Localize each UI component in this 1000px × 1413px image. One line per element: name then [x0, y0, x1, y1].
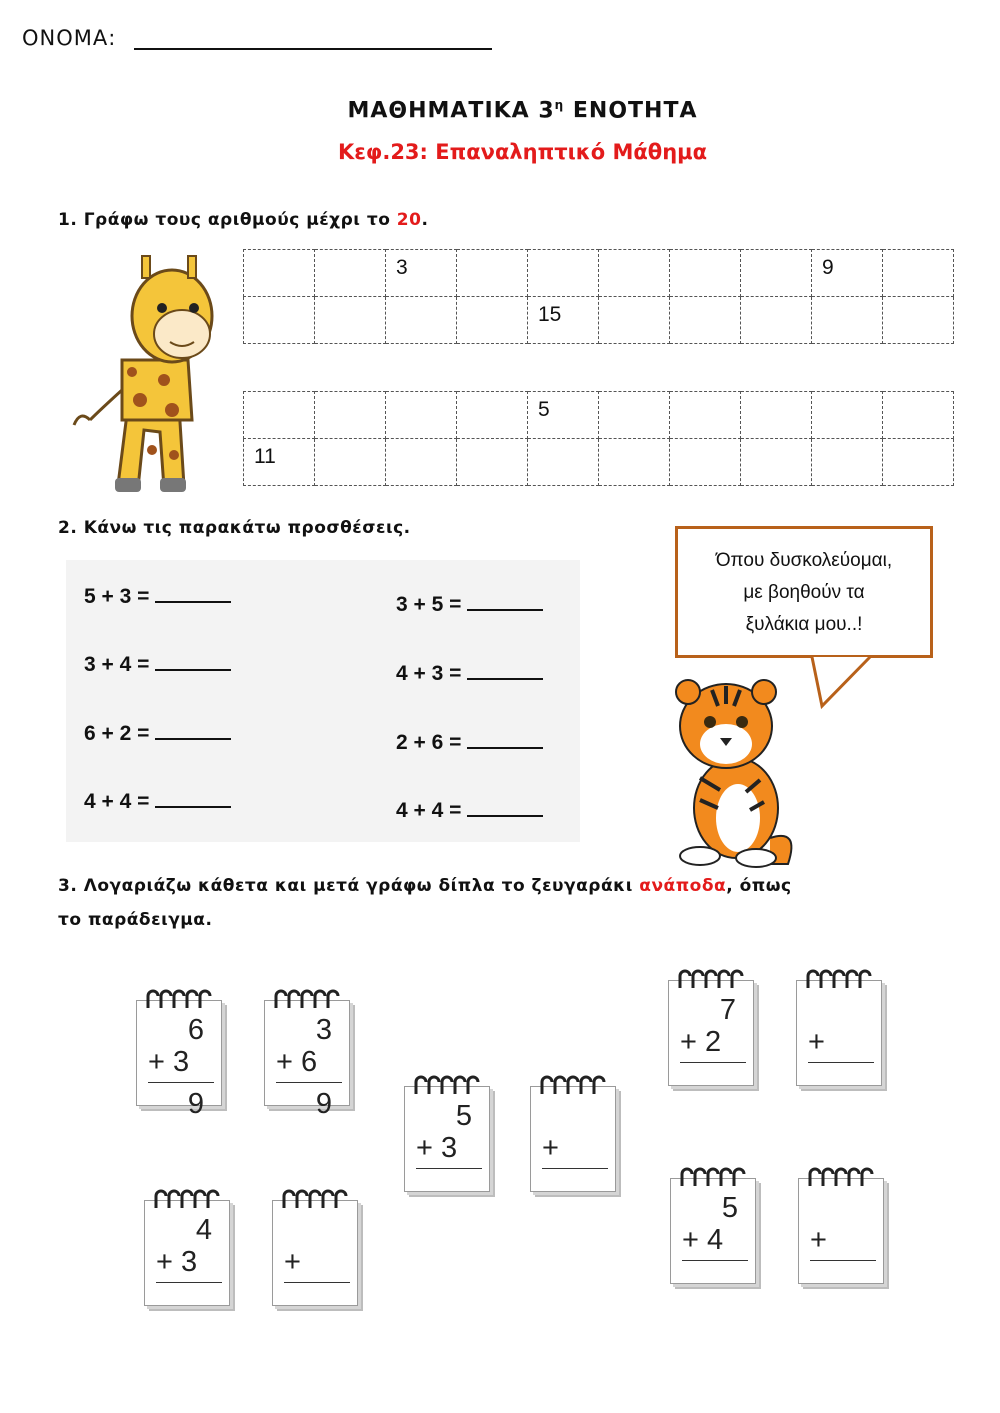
grid-cell[interactable]	[457, 250, 528, 297]
bubble-line: Όπου δυσκολεύομαι,	[715, 550, 893, 571]
pad-second-addend[interactable]: +	[542, 1132, 559, 1164]
grid-cell[interactable]	[386, 297, 457, 344]
name-label: ΟΝΟΜΑ:	[22, 26, 117, 50]
question-1: 1. Γράφω τους αριθμούς μέχρι το 20.	[58, 210, 429, 230]
bubble-line: με βοηθούν τα	[743, 582, 865, 603]
answer-blank[interactable]	[155, 788, 231, 808]
grid-cell[interactable]	[528, 250, 599, 297]
pad-top-number: 3	[315, 1014, 332, 1046]
page-title: ΜΑΘΗΜΑΤΙΚΑ $3^\eta$ ΕΝΟΤΗΤΑ	[347, 98, 698, 124]
number-grid-2	[243, 391, 954, 486]
pad-top-number: 5	[721, 1192, 738, 1224]
grid-row	[244, 439, 954, 486]
grid-cell[interactable]: 5	[528, 392, 599, 439]
grid-cell[interactable]	[741, 439, 812, 486]
grid-cell[interactable]	[386, 439, 457, 486]
addition-item: 4 + 3 =	[396, 660, 543, 686]
grid-cell[interactable]	[315, 297, 386, 344]
spiral-rings-icon	[806, 1166, 882, 1190]
grid-cell[interactable]	[741, 297, 812, 344]
answer-blank[interactable]	[467, 660, 543, 680]
answer-blank[interactable]	[467, 591, 543, 611]
grid-cell[interactable]	[599, 250, 670, 297]
question-3: 3. Λογαριάζω κάθετα και μετά γράφω δίπλα το ζευγαράκι ανάποδα, όπως	[58, 876, 792, 896]
grid-cell[interactable]	[599, 297, 670, 344]
notepad-exercise	[404, 1074, 490, 1192]
grid-cell[interactable]	[315, 439, 386, 486]
spiral-rings-icon	[280, 1188, 356, 1212]
speech-bubble-tail	[808, 654, 878, 710]
grid-cell[interactable]	[741, 250, 812, 297]
notepad-exercise	[272, 1188, 358, 1306]
spiral-rings-icon	[152, 1188, 228, 1212]
grid-cell[interactable]	[883, 439, 954, 486]
notepad-exercise	[798, 1166, 884, 1284]
grid-cell[interactable]	[812, 297, 883, 344]
grid-row	[244, 297, 954, 344]
pad-second-addend[interactable]: +	[284, 1246, 301, 1278]
answer-blank[interactable]	[467, 797, 543, 817]
addition-item: 4 + 4 =	[84, 788, 231, 814]
notepad-example	[136, 988, 222, 1120]
grid-cell[interactable]	[883, 392, 954, 439]
spiral-rings-icon	[538, 1074, 614, 1098]
pad-result: 9	[315, 1088, 332, 1120]
grid-cell[interactable]	[457, 439, 528, 486]
notepad-exercise	[144, 1188, 230, 1306]
grid-cell[interactable]	[244, 297, 315, 344]
pad-second-addend: + 3	[156, 1246, 198, 1278]
spiral-rings-icon	[676, 968, 752, 992]
addition-item: 3 + 4 =	[84, 651, 231, 677]
pad-second-addend[interactable]: +	[810, 1224, 827, 1256]
grid-cell[interactable]	[670, 392, 741, 439]
pad-result: 9	[187, 1088, 204, 1120]
spiral-rings-icon	[272, 988, 348, 1012]
grid-row	[244, 250, 954, 297]
speech-bubble	[675, 526, 933, 658]
pad-second-addend[interactable]: +	[808, 1026, 825, 1058]
pad-top-number: 6	[187, 1014, 204, 1046]
notepad-example	[264, 988, 350, 1120]
question-2: 2. Κάνω τις παρακάτω προσθέσεις.	[58, 518, 411, 538]
grid-cell[interactable]	[670, 250, 741, 297]
pad-second-addend: + 6	[276, 1046, 318, 1078]
notepad-exercise	[796, 968, 882, 1086]
grid-cell[interactable]	[315, 392, 386, 439]
grid-cell[interactable]	[315, 250, 386, 297]
grid-cell[interactable]	[244, 250, 315, 297]
spiral-rings-icon	[678, 1166, 754, 1190]
addition-item: 4 + 4 =	[396, 797, 543, 823]
grid-cell[interactable]	[883, 297, 954, 344]
pad-top-number: 7	[719, 994, 736, 1026]
grid-cell[interactable]: 15	[528, 297, 599, 344]
grid-cell[interactable]	[599, 392, 670, 439]
pad-second-addend: + 4	[682, 1224, 724, 1256]
bubble-line: ξυλάκια μου..!	[745, 614, 863, 635]
pad-top-number: 5	[455, 1100, 472, 1132]
number-grid-1	[243, 249, 954, 344]
grid-cell[interactable]	[599, 439, 670, 486]
addition-item: 6 + 2 =	[84, 720, 231, 746]
page-subtitle: Κεφ.23: Επαναληπτικό Μάθημα	[337, 140, 708, 164]
grid-cell[interactable]	[457, 297, 528, 344]
answer-blank[interactable]	[467, 729, 543, 749]
giraffe-illustration	[60, 250, 220, 500]
notepad-exercise	[668, 968, 754, 1086]
grid-cell[interactable]	[244, 392, 315, 439]
answer-blank[interactable]	[155, 651, 231, 671]
grid-cell[interactable]	[812, 439, 883, 486]
grid-cell[interactable]	[812, 392, 883, 439]
addition-item: 3 + 5 =	[396, 591, 543, 617]
grid-cell[interactable]: 9	[812, 250, 883, 297]
grid-cell[interactable]: 11	[244, 439, 315, 486]
pad-second-addend: + 3	[416, 1132, 458, 1164]
grid-cell[interactable]	[741, 392, 812, 439]
name-write-line[interactable]	[134, 48, 492, 50]
tiger-cub-illustration	[660, 668, 800, 868]
grid-cell[interactable]	[670, 297, 741, 344]
grid-cell[interactable]	[883, 250, 954, 297]
notepad-exercise	[530, 1074, 616, 1192]
spiral-rings-icon	[412, 1074, 488, 1098]
spiral-rings-icon	[804, 968, 880, 992]
grid-cell[interactable]	[386, 392, 457, 439]
grid-cell[interactable]	[457, 392, 528, 439]
question-3-continued: το παράδειγμα.	[58, 910, 213, 930]
pad-second-addend: + 3	[148, 1046, 190, 1078]
pad-second-addend: + 2	[680, 1026, 722, 1058]
grid-cell[interactable]	[528, 439, 599, 486]
spiral-rings-icon	[144, 988, 220, 1012]
notepad-exercise	[670, 1166, 756, 1284]
addition-item: 5 + 3 =	[84, 583, 231, 609]
grid-cell[interactable]: 3	[386, 250, 457, 297]
grid-cell[interactable]	[670, 439, 741, 486]
answer-blank[interactable]	[155, 583, 231, 603]
grid-row	[244, 392, 954, 439]
addition-item: 2 + 6 =	[396, 729, 543, 755]
answer-blank[interactable]	[155, 720, 231, 740]
pad-top-number: 4	[195, 1214, 212, 1246]
